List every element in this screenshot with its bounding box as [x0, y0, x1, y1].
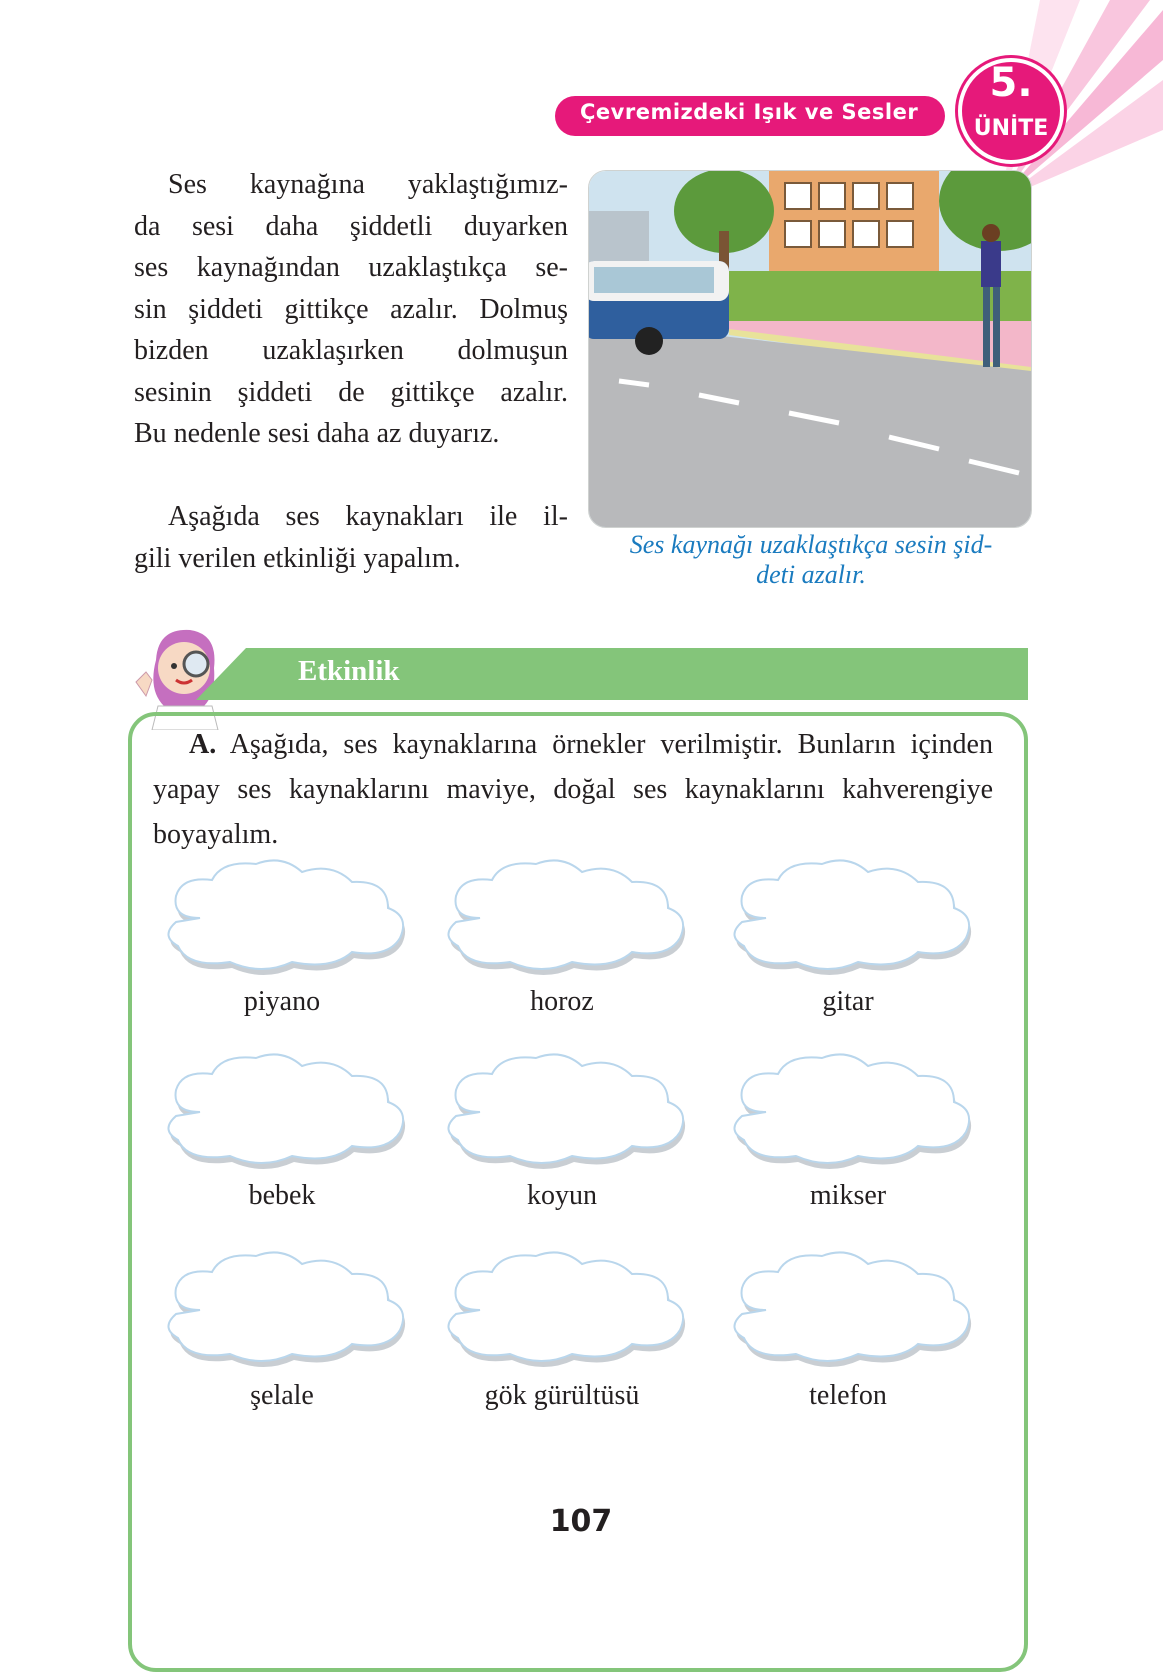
intro-line: da sesi daha şiddetli duyarken — [134, 210, 568, 242]
activity-instruction-text: Aşağıda, ses kaynaklarına örnekler verilmiştir. Bunların içinden yapay ses kaynaklarını maviye, doğal ses kaynaklarını kahverengiye boyayalım. — [153, 729, 993, 850]
intro-line: bizden uzaklaşırken dolmuşun — [134, 335, 568, 366]
intro-line: Bu nedenle sesi daha az duyarız. — [134, 418, 500, 449]
cloud-coloring-shape[interactable] — [718, 1250, 978, 1370]
sound-source-label: mikser — [809, 1180, 887, 1211]
intro-line: sesinin şiddeti de gittikçe azalır. — [134, 376, 568, 408]
intro-line: sin şiddeti gittikçe azalır. Dolmuş — [134, 293, 568, 325]
sound-source-label: piyano — [243, 986, 321, 1017]
cloud-coloring-shape[interactable] — [432, 1052, 692, 1172]
caption-line: deti azalır. — [756, 560, 866, 589]
sound-source-label: horoz — [530, 986, 594, 1017]
cloud-coloring-shape[interactable] — [718, 858, 978, 978]
sound-source-label: bebek — [248, 1180, 316, 1211]
intro-line: Aşağıda ses kaynakları ile il- — [168, 501, 568, 532]
activity-label: A. — [189, 729, 217, 760]
cloud-coloring-shape[interactable] — [152, 1052, 412, 1172]
figure-caption — [596, 530, 1026, 590]
cloud-coloring-shape[interactable] — [152, 1250, 412, 1370]
intro-paragraph-2 — [134, 496, 568, 579]
sound-source-label: koyun — [527, 1180, 597, 1211]
cloud-coloring-shape[interactable] — [432, 858, 692, 978]
intro-line: Ses kaynağına yaklaştığımız- — [168, 169, 568, 200]
page-number: 107 — [549, 1504, 613, 1539]
cloud-coloring-shape[interactable] — [432, 1250, 692, 1370]
intro-line: gili verilen etkinliği yapalım. — [134, 542, 461, 574]
sound-source-label: şelale — [250, 1380, 314, 1411]
sound-source-label: telefon — [809, 1380, 887, 1411]
caption-line: Ses kaynağı uzaklaştıkça sesin şid- — [629, 530, 993, 559]
activity-banner-edge — [196, 648, 246, 700]
activity-instruction — [153, 722, 993, 857]
activity-title: Etkinlik — [298, 655, 400, 687]
sound-source-label: gök gürültüsü — [484, 1380, 640, 1411]
unit-label: ÜNİTE — [973, 116, 1049, 141]
intro-line: ses kaynağından uzaklaştıkça se- — [134, 252, 568, 283]
unit-title: Çevremizdeki Işık ve Sesler — [580, 100, 919, 124]
cloud-coloring-shape[interactable] — [718, 1052, 978, 1172]
street-bus-illustration — [588, 170, 1032, 528]
unit-number: 5. — [989, 60, 1033, 106]
sound-source-label: gitar — [822, 986, 874, 1017]
cloud-coloring-shape[interactable] — [152, 858, 412, 978]
intro-paragraph-1 — [134, 164, 568, 455]
